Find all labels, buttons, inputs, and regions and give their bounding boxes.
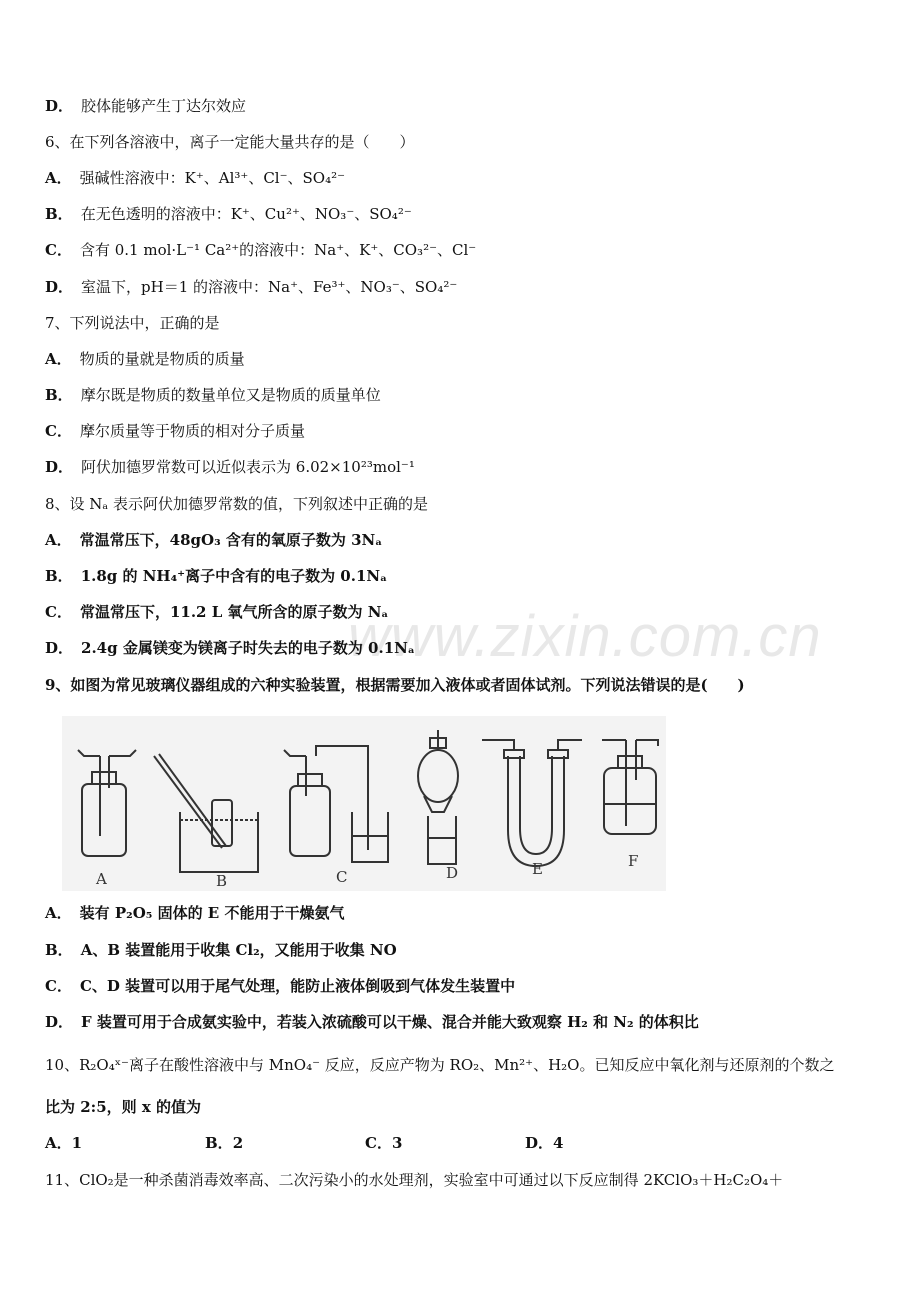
option-text: 常温常压下，48gO₃ 含有的氧原子数为 3Nₐ <box>79 531 383 549</box>
q10-choice-a <box>45 1133 82 1153</box>
option-label: A． <box>45 904 72 922</box>
apparatus-e <box>482 740 582 866</box>
watermark: www.zixin.com.cn <box>348 604 822 669</box>
q9-option-b <box>45 940 397 960</box>
option-label: D． <box>525 1134 554 1152</box>
option-text: 装有 P₂O₅ 固体的 E 不能用于干燥氨气 <box>79 904 345 922</box>
q7-option-c <box>45 421 305 441</box>
q10-choice-c <box>365 1133 402 1153</box>
option-text: 3 <box>391 1134 403 1152</box>
q8-option-c <box>45 602 388 622</box>
option-label: A． <box>45 350 72 368</box>
q9-option-c <box>45 976 515 996</box>
option-text: 2.4g 金属镁变为镁离子时失去的电子数为 0.1Nₐ <box>81 639 415 657</box>
apparatus-a <box>78 750 136 856</box>
option-text: C、D 装置可以用于尾气处理，能防止液体倒吸到气体发生装置中 <box>79 977 516 995</box>
option-text: 强碱性溶液中：K⁺、Al³⁺、Cl⁻、SO₄²⁻ <box>79 169 346 187</box>
apparatus-drawing <box>62 716 666 891</box>
apparatus-figure <box>62 716 666 891</box>
option-label: A． <box>45 169 72 187</box>
q8-option-d <box>45 638 415 658</box>
q10-stem-line2: 比为 2:5，则 x 的值为 <box>45 1098 202 1116</box>
q7-option-a <box>45 349 245 369</box>
option-text: 含有 0.1 mol·L⁻¹ Ca²⁺的溶液中：Na⁺、K⁺、CO₃²⁻、Cl⁻ <box>79 241 477 259</box>
option-text: 4 <box>553 1134 564 1152</box>
q6-option-c <box>45 240 476 260</box>
option-label: D． <box>45 458 74 476</box>
q6-option-d <box>45 277 457 297</box>
q8-option-a <box>45 530 382 550</box>
option-text: 阿伏加德罗常数可以近似表示为 6.02×10²³mol⁻¹ <box>81 458 415 476</box>
option-text: 摩尔质量等于物质的相对分子质量 <box>79 422 305 440</box>
figure-label-a: A <box>96 870 107 888</box>
option-text: 1 <box>71 1134 83 1152</box>
option-text: 常温常压下，11.2 L 氧气所含的原子数为 Nₐ <box>79 603 389 621</box>
q8-stem: 8、设 Nₐ 表示阿伏加德罗常数的值，下列叙述中正确的是 <box>45 495 428 513</box>
q9-stem: 9、如图为常见玻璃仪器组成的六种实验装置，根据需要加入液体或者固体试剂。下列说法错误的是( ) <box>45 676 745 694</box>
option-label: D． <box>45 97 74 115</box>
q7-option-d <box>45 457 415 477</box>
q7-stem: 7、下列说法中，正确的是 <box>45 314 220 332</box>
option-label: D． <box>45 278 74 296</box>
option-text: 摩尔既是物质的数量单位又是物质的质量单位 <box>80 386 381 404</box>
option-label: A． <box>45 1134 72 1152</box>
option-text: 1.8g 的 NH₄⁺离子中含有的电子数为 0.1Nₐ <box>80 567 388 585</box>
q6-stem: 6、在下列各溶液中，离子一定能大量共存的是（ ） <box>45 133 415 151</box>
option-label: C． <box>45 241 72 259</box>
q10-choice-d <box>525 1133 563 1153</box>
option-label: D． <box>45 639 74 657</box>
option-label: B． <box>45 567 73 585</box>
option-label: B． <box>45 386 73 404</box>
figure-label-e: E <box>532 860 543 878</box>
q6-option-a <box>45 168 345 188</box>
q9-option-d <box>45 1012 699 1032</box>
q7-option-b <box>45 385 381 405</box>
option-label: B． <box>205 1134 233 1152</box>
option-label: B． <box>45 205 73 223</box>
q5-option-d <box>45 96 246 116</box>
option-label: C． <box>45 977 72 995</box>
q8-option-b <box>45 566 387 586</box>
option-label: D． <box>45 1013 74 1031</box>
q10-choice-b <box>205 1133 243 1153</box>
option-text: 物质的量就是物质的质量 <box>79 350 245 368</box>
option-text: F 装置可用于合成氨实验中，若装入浓硫酸可以干燥、混合并能大致观察 H₂ 和 N₂ 的体积比 <box>81 1013 699 1031</box>
apparatus-f <box>602 740 658 834</box>
apparatus-b <box>154 754 258 872</box>
option-label: C． <box>45 422 72 440</box>
apparatus-c <box>284 746 388 862</box>
option-label: C． <box>365 1134 392 1152</box>
option-text: 在无色透明的溶液中：K⁺、Cu²⁺、NO₃⁻、SO₄²⁻ <box>80 205 412 223</box>
option-label: A． <box>45 531 72 549</box>
apparatus-d <box>418 730 458 864</box>
option-text: A、B 装置能用于收集 Cl₂，又能用于收集 NO <box>80 941 397 959</box>
figure-label-b: B <box>216 872 228 890</box>
option-label: C． <box>45 603 72 621</box>
q6-option-b <box>45 204 412 224</box>
option-text: 胶体能够产生丁达尔效应 <box>81 97 247 115</box>
option-label: B． <box>45 941 73 959</box>
option-text: 室温下，pH＝1 的溶液中：Na⁺、Fe³⁺、NO₃⁻、SO₄²⁻ <box>81 278 458 296</box>
q10-stem-line1: 10、R₂O₄ˣ⁻离子在酸性溶液中与 MnO₄⁻ 反应，反应产物为 RO₂、Mn²⁺、H₂O。已知反应中氧化剂与还原剂的个数之 <box>45 1056 835 1074</box>
option-text: 2 <box>232 1134 244 1152</box>
figure-label-f: F <box>628 852 639 870</box>
figure-label-c: C <box>336 868 348 886</box>
q11-stem: 11、ClO₂是一种杀菌消毒效率高、二次污染小的水处理剂，实验室中可通过以下反应制得 2KClO₃＋H₂C₂O₄＋ <box>45 1171 784 1189</box>
q9-option-a <box>45 903 344 923</box>
figure-label-d: D <box>446 864 459 882</box>
